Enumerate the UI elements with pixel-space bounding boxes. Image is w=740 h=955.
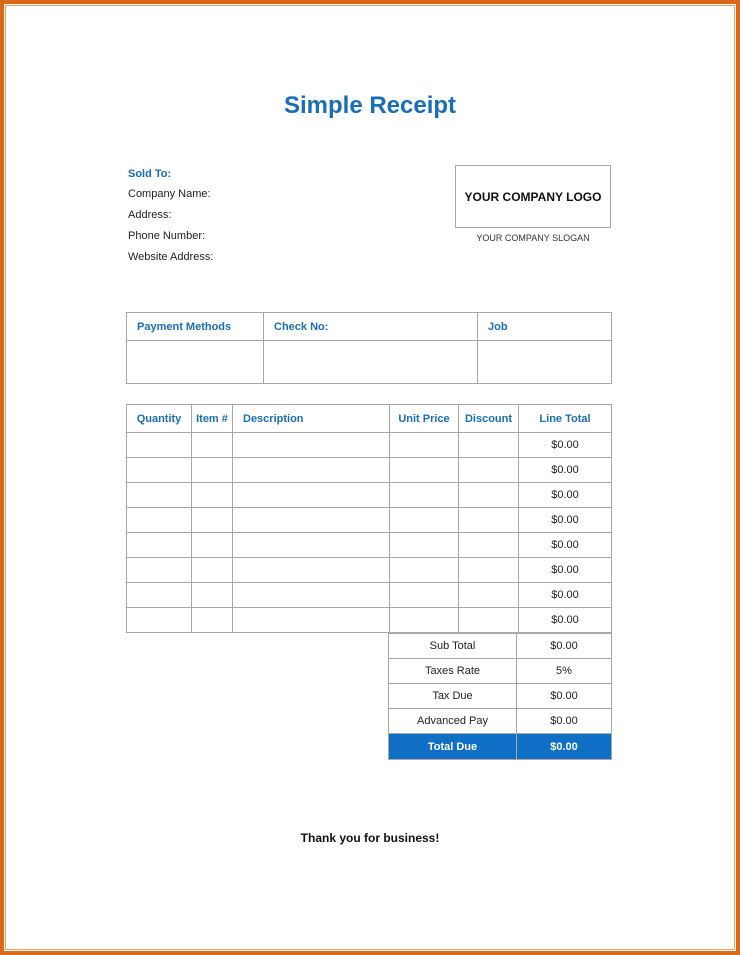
sold-to-label: Sold To: [128, 168, 172, 180]
line-total-cell: $0.00 [519, 583, 612, 608]
address-label: Address: [128, 209, 172, 221]
unit-price-header: Unit Price [390, 405, 459, 433]
item-number-cell[interactable] [192, 483, 233, 508]
check-no-header: Check No: [264, 313, 478, 341]
description-cell[interactable] [233, 433, 390, 458]
payment-methods-header: Payment Methods [127, 313, 264, 341]
company-logo-placeholder: YOUR COMPANY LOGO [455, 165, 611, 228]
line-total-header: Line Total [519, 405, 612, 433]
job-header: Job [478, 313, 612, 341]
table-row [127, 458, 612, 483]
advanced-pay-value: $0.00 [517, 709, 612, 734]
discount-cell[interactable] [459, 608, 519, 633]
description-header: Description [233, 405, 390, 433]
taxes-rate-value: 5% [517, 659, 612, 684]
description-cell[interactable] [233, 533, 390, 558]
table-row [127, 558, 612, 583]
description-cell[interactable] [233, 583, 390, 608]
company-slogan: YOUR COMPANY SLOGAN [476, 233, 590, 243]
item-number-cell[interactable] [192, 508, 233, 533]
table-row [127, 508, 612, 533]
company-name-label: Company Name: [128, 188, 211, 200]
sub-total-value: $0.00 [517, 634, 612, 659]
item-number-cell[interactable] [192, 533, 233, 558]
discount-cell[interactable] [459, 508, 519, 533]
description-cell[interactable] [233, 508, 390, 533]
quantity-cell[interactable] [127, 533, 192, 558]
item-number-cell[interactable] [192, 583, 233, 608]
tax-due-label: Tax Due [389, 684, 517, 709]
items-table [126, 404, 612, 633]
sold-to-section [128, 168, 213, 272]
sub-total-label: Sub Total [389, 634, 517, 659]
discount-cell[interactable] [459, 583, 519, 608]
quantity-cell[interactable] [127, 608, 192, 633]
discount-cell[interactable] [459, 533, 519, 558]
item-number-cell[interactable] [192, 558, 233, 583]
discount-cell[interactable] [459, 433, 519, 458]
unit-price-cell[interactable] [390, 533, 459, 558]
table-row [127, 533, 612, 558]
description-cell[interactable] [233, 458, 390, 483]
description-cell[interactable] [233, 608, 390, 633]
website-address-label: Website Address: [128, 251, 214, 263]
description-cell[interactable] [233, 558, 390, 583]
unit-price-cell[interactable] [390, 608, 459, 633]
line-total-cell: $0.00 [519, 533, 612, 558]
payment-methods-cell[interactable] [127, 341, 264, 384]
job-cell[interactable] [478, 341, 612, 384]
quantity-cell[interactable] [127, 433, 192, 458]
line-total-cell: $0.00 [519, 433, 612, 458]
table-row [127, 608, 612, 633]
page-title: Simple Receipt [283, 92, 457, 119]
item-number-cell[interactable] [192, 608, 233, 633]
unit-price-cell[interactable] [390, 508, 459, 533]
unit-price-cell[interactable] [390, 558, 459, 583]
unit-price-cell[interactable] [390, 583, 459, 608]
table-row [127, 483, 612, 508]
discount-cell[interactable] [459, 558, 519, 583]
table-row [127, 433, 612, 458]
total-due-value: $0.00 [517, 734, 612, 760]
unit-price-cell[interactable] [390, 483, 459, 508]
line-total-cell: $0.00 [519, 458, 612, 483]
discount-header: Discount [459, 405, 519, 433]
quantity-cell[interactable] [127, 558, 192, 583]
unit-price-cell[interactable] [390, 458, 459, 483]
tax-due-value: $0.00 [517, 684, 612, 709]
line-total-cell: $0.00 [519, 508, 612, 533]
quantity-cell[interactable] [127, 583, 192, 608]
thank-you-note: Thank you for business! [300, 831, 440, 845]
quantity-header: Quantity [127, 405, 192, 433]
discount-cell[interactable] [459, 458, 519, 483]
unit-price-cell[interactable] [390, 433, 459, 458]
total-due-label: Total Due [389, 734, 517, 760]
table-row [127, 583, 612, 608]
item-number-cell[interactable] [192, 458, 233, 483]
line-total-cell: $0.00 [519, 483, 612, 508]
item-number-header: Item # [192, 405, 233, 433]
line-total-cell: $0.00 [519, 558, 612, 583]
discount-cell[interactable] [459, 483, 519, 508]
item-number-cell[interactable] [192, 433, 233, 458]
phone-number-label: Phone Number: [128, 230, 206, 242]
description-cell[interactable] [233, 483, 390, 508]
quantity-cell[interactable] [127, 458, 192, 483]
advanced-pay-label: Advanced Pay [389, 709, 517, 734]
quantity-cell[interactable] [127, 508, 192, 533]
taxes-rate-label: Taxes Rate [389, 659, 517, 684]
payment-table [126, 312, 612, 384]
check-no-cell[interactable] [264, 341, 478, 384]
quantity-cell[interactable] [127, 483, 192, 508]
line-total-cell: $0.00 [519, 608, 612, 633]
totals-table [388, 633, 612, 760]
